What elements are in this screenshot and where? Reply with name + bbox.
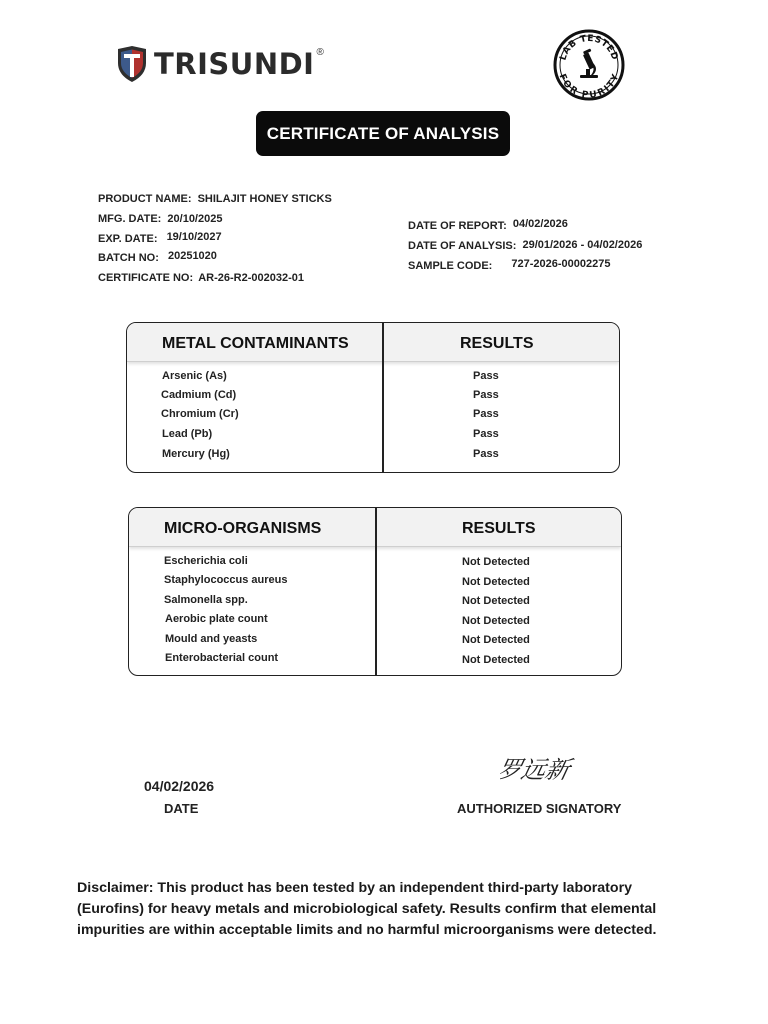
- mfg-date-value: 20/10/2025: [167, 213, 223, 225]
- footer-date-value: 04/02/2026: [144, 778, 215, 794]
- product-name-row: [98, 193, 332, 205]
- metal-name-1: Cadmium (Cd): [161, 389, 237, 401]
- micro-result-5: Not Detected: [462, 654, 530, 666]
- seal-top-text: LAB TESTED: [558, 33, 620, 62]
- micro-result-4: Not Detected: [462, 634, 530, 646]
- document-title: CERTIFICATE OF ANALYSIS: [256, 111, 510, 156]
- micro-header-right: RESULTS: [462, 520, 536, 537]
- report-date-row: [408, 220, 568, 232]
- micro-result-3: Not Detected: [462, 615, 530, 627]
- metal-contaminants-table: [126, 322, 620, 473]
- report-date-label: DATE OF REPORT:: [408, 220, 507, 232]
- metal-header-left: METAL CONTAMINANTS: [162, 335, 349, 352]
- seal-bottom-text: FOR PURITY: [556, 72, 622, 101]
- mfg-date-row: [98, 213, 222, 225]
- mfg-date-label: MFG. DATE:: [98, 213, 162, 225]
- analysis-date-label: DATE OF ANALYSIS:: [408, 240, 517, 252]
- exp-date-label: EXP. DATE:: [98, 233, 158, 245]
- micro-name-3: Aerobic plate count: [165, 613, 268, 625]
- metal-result-0: Pass: [473, 370, 499, 382]
- micro-header-left: MICRO-ORGANISMS: [164, 520, 322, 537]
- metal-name-4: Mercury (Hg): [162, 448, 230, 460]
- signature: [500, 748, 590, 788]
- micro-name-1: Staphylococcus aureus: [164, 574, 288, 586]
- metal-result-4: Pass: [473, 448, 499, 460]
- metal-name-3: Lead (Pb): [162, 428, 213, 440]
- product-name-label: PRODUCT NAME:: [98, 193, 192, 205]
- disclaimer-text: Disclaimer: This product has been tested by an independent third-party laboratory (Eurofins) for heavy metals and microbiological safety. Results confirm that elemental impurities are within acceptable limits and no harmful microorganisms were detected.: [77, 880, 657, 938]
- registered-mark: ®: [316, 46, 324, 58]
- micro-name-5: Enterobacterial count: [165, 652, 279, 664]
- exp-date-row: [98, 233, 222, 245]
- micro-result-1: Not Detected: [462, 576, 530, 588]
- certificate-no-label: CERTIFICATE NO:: [98, 272, 194, 284]
- micro-name-4: Mould and yeasts: [165, 633, 258, 645]
- sample-code-value: 727-2026-00002275: [511, 258, 611, 270]
- brand-logo: [116, 44, 324, 84]
- sample-code-label: SAMPLE CODE:: [408, 260, 493, 272]
- product-name-value: SHILAJIT HONEY STICKS: [197, 193, 332, 205]
- analysis-date-value: 29/01/2026 - 04/02/2026: [522, 239, 643, 251]
- metal-result-1: Pass: [473, 389, 499, 401]
- micro-result-0: Not Detected: [462, 556, 530, 568]
- metal-result-2: Pass: [473, 408, 499, 420]
- signatory-label: AUTHORIZED SIGNATORY: [457, 801, 622, 816]
- metal-header-right: RESULTS: [460, 335, 534, 352]
- exp-date-value: 19/10/2027: [166, 231, 222, 243]
- metal-name-2: Chromium (Cr): [161, 408, 239, 420]
- shield-icon: [116, 45, 148, 83]
- metal-name-0: Arsenic (As): [162, 370, 227, 382]
- signature-glyphs: 罗远新: [500, 755, 573, 784]
- report-date-value: 04/02/2026: [512, 218, 568, 230]
- micro-name-0: Escherichia coli: [164, 555, 248, 567]
- batch-no-row: [98, 252, 217, 264]
- micro-result-2: Not Detected: [462, 595, 530, 607]
- micro-organisms-table: [128, 507, 622, 676]
- analysis-date-row: [408, 240, 642, 252]
- batch-no-label: BATCH NO:: [98, 252, 159, 264]
- micro-table-divider: [375, 508, 377, 675]
- sample-code-row: [408, 260, 611, 272]
- brand-name: TRISUNDI: [154, 47, 315, 81]
- metal-result-3: Pass: [473, 428, 499, 440]
- footer-date-label: DATE: [164, 801, 199, 816]
- metal-table-divider: [382, 323, 384, 472]
- certificate-no-row: [98, 272, 304, 284]
- batch-no-value: 20251020: [167, 250, 217, 262]
- lab-tested-seal: [553, 29, 625, 101]
- certificate-no-value: AR-26-R2-002032-01: [198, 272, 304, 284]
- micro-name-2: Salmonella spp.: [164, 594, 248, 606]
- microscope-icon: [580, 48, 598, 78]
